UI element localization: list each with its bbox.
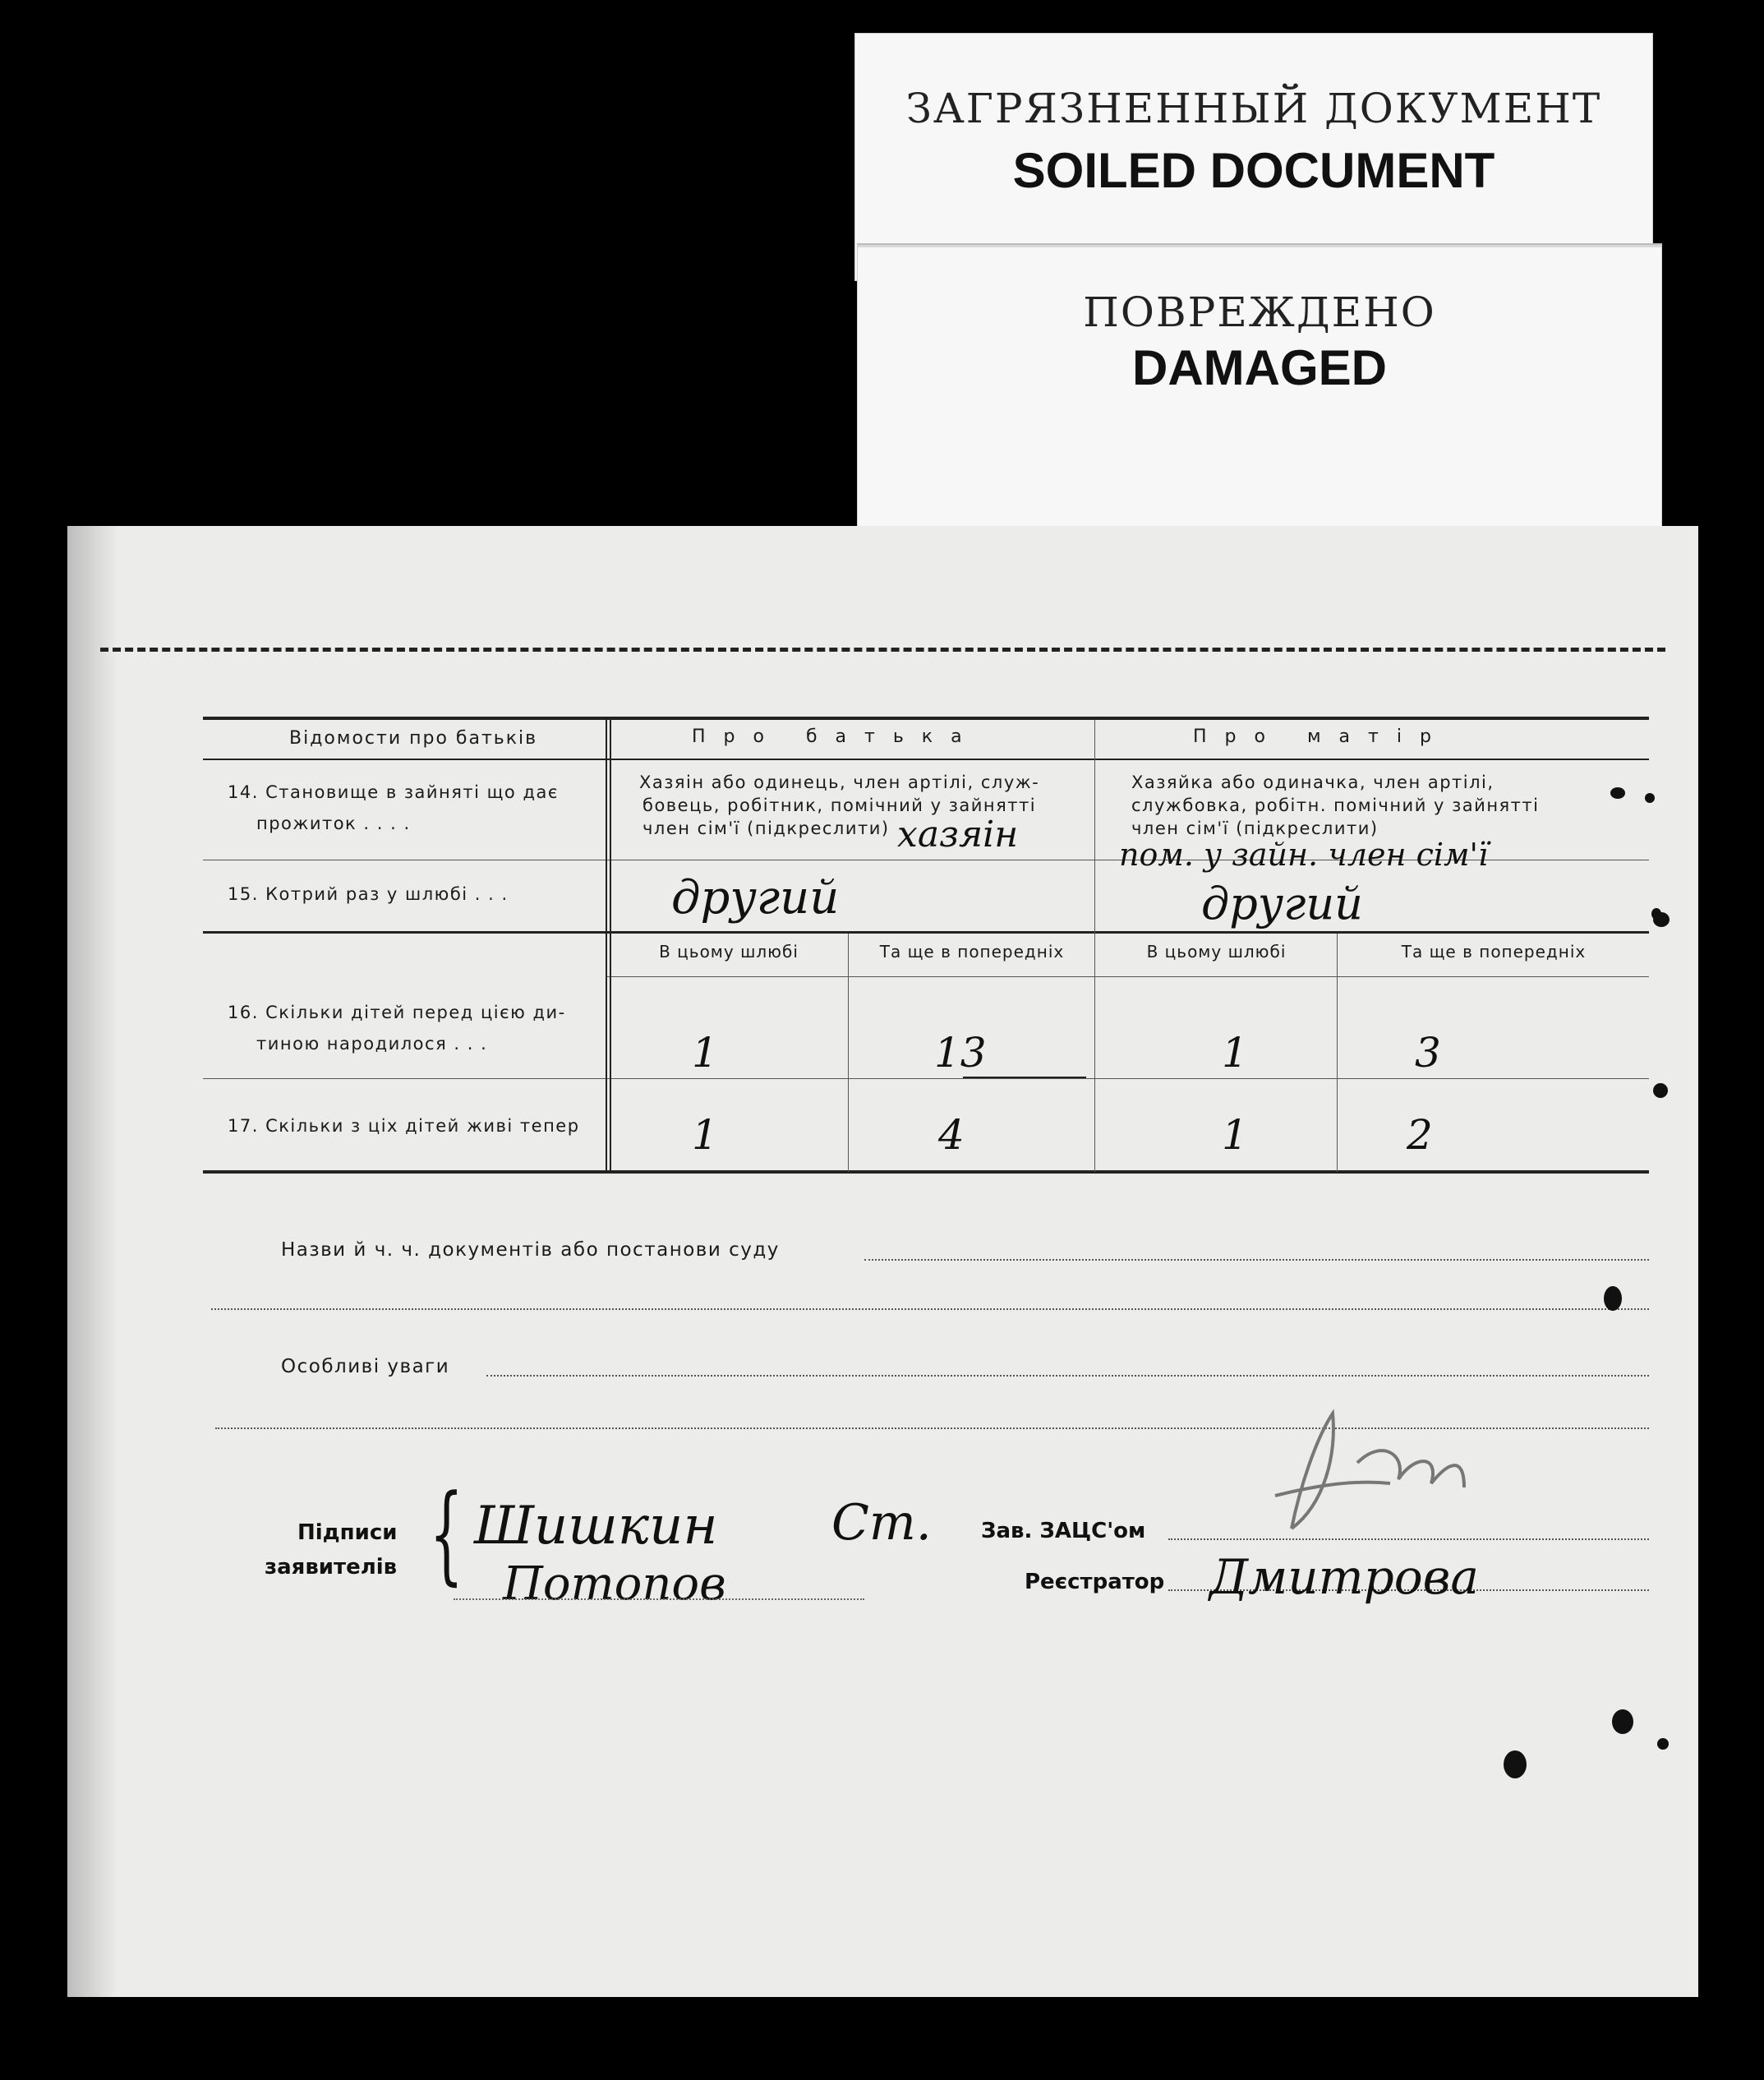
damage-hole [1504,1750,1527,1778]
damaged-ru-label: ПОВРЕЖДЕНО [1083,288,1436,336]
row14-father-print-1: Хазяін або одинець, член артілі, служ- [639,773,1040,792]
row14-father-print-2: бовець, робітник, помічний у зайнятті [643,796,1037,815]
subheader-rule [606,976,1649,977]
row14-mother-print-3: член сім'ї (підкреслити) [1131,819,1379,838]
damage-spot [1657,1738,1669,1750]
row14-father-handwriting: хазяін [897,814,1019,856]
row16-label-line1: 16. Скільки дітей перед цією ди- [228,1003,566,1022]
head-signature [1193,1405,1505,1553]
table-bottom-rule [203,1170,1649,1174]
row16-father-prev: 13 [934,1029,987,1077]
sub-mother-this: В цьому шлюбі [1146,942,1287,962]
row14-mother-handwriting: пом. у зайн. член сім'ї [1119,837,1489,873]
damage-hole [1653,912,1670,927]
registrar-label: Реєстратор [1025,1570,1165,1594]
documents-dotted-line [864,1259,1649,1261]
row14-mother-print-2: службовка, робітн. помічний у зайнятті [1131,796,1540,815]
perforation-line [100,648,1665,652]
col-divider-4 [1337,934,1338,1172]
damage-spot [1645,793,1655,803]
col-divider-2 [1094,720,1095,1172]
applicants-label-1: Підписи [297,1520,398,1545]
row14-label-line1: 14. Становище в зайняті що дає [228,782,559,802]
applicants-brace: { [429,1471,464,1596]
applicant-1-extra: Ст. [831,1494,932,1552]
damaged-card [857,245,1662,533]
table-header-rule [203,759,1649,760]
documents-label: Назви й ч. ч. документів або постанови суду [281,1239,780,1261]
row15-mother-handwriting: другий [1201,878,1363,929]
remarks-dotted-line [486,1375,1649,1377]
header-info: Відомости про батьків [289,728,538,749]
damage-spot [1604,1286,1622,1311]
row14-mother-print-1: Хазяйка або одиначка, член артілі, [1131,773,1495,792]
paper-fold-shadow [67,526,117,1997]
row17-father-this: 1 [692,1111,718,1159]
damage-hole [1653,1083,1668,1098]
row16-mother-prev: 3 [1415,1029,1441,1077]
row14-father-print-3: член сім'ї (підкреслити) [643,819,890,838]
sub-mother-prev: Та ще в попередніх [1401,942,1587,962]
row16-label-line2: тиною народилося . . . [256,1034,488,1054]
row16-mother-this: 1 [1222,1029,1248,1077]
row17-mother-prev: 2 [1407,1111,1433,1159]
row17-father-prev: 4 [938,1111,965,1159]
applicant-1-signature: Шишкин [474,1496,718,1557]
col-divider-1 [606,720,607,1172]
col-divider-3 [848,934,849,1172]
soiled-ru-label: ЗАГРЯЗНЕННЫЙ ДОКУМЕНТ [905,85,1602,132]
table-top-rule [203,717,1649,720]
header-mother: Про матір [1193,726,1449,747]
head-label: Зав. ЗАЦС'ом [981,1519,1146,1543]
document-page [67,526,1698,1997]
damaged-en-label: DAMAGED [1132,340,1387,395]
sub-father-prev: Та ще в попередніх [879,942,1065,962]
header-father: Про батька [692,726,980,747]
soiled-en-label: SOILED DOCUMENT [1012,143,1495,198]
applicant-2-signature: Потопов [503,1557,726,1611]
row17-mother-this: 1 [1222,1111,1248,1159]
remarks-label: Особливі уваги [281,1356,450,1377]
row17-label: 17. Скільки з ціх дітей живі тепер [228,1116,580,1136]
applicant-dotted-line [454,1598,864,1600]
row15-label: 15. Котрий раз у шлюбі . . . [228,884,509,904]
damage-spot [1610,787,1625,799]
damage-spot [1612,1709,1633,1734]
applicants-label-2: заявителів [265,1555,398,1580]
row16-rule [203,1078,1649,1079]
sub-father-this: В цьому шлюбі [659,942,799,962]
documents-dotted-line-2 [211,1308,1649,1310]
row15-father-handwriting: другий [671,871,840,925]
row16-father-this: 1 [692,1029,718,1077]
registrar-signature: Дмитрова [1209,1549,1479,1605]
row15-rule [203,931,1649,934]
row14-label-line2: прожиток . . . . [256,814,411,833]
soiled-document-card [854,33,1653,281]
row16-prev-underline [963,1077,1086,1078]
